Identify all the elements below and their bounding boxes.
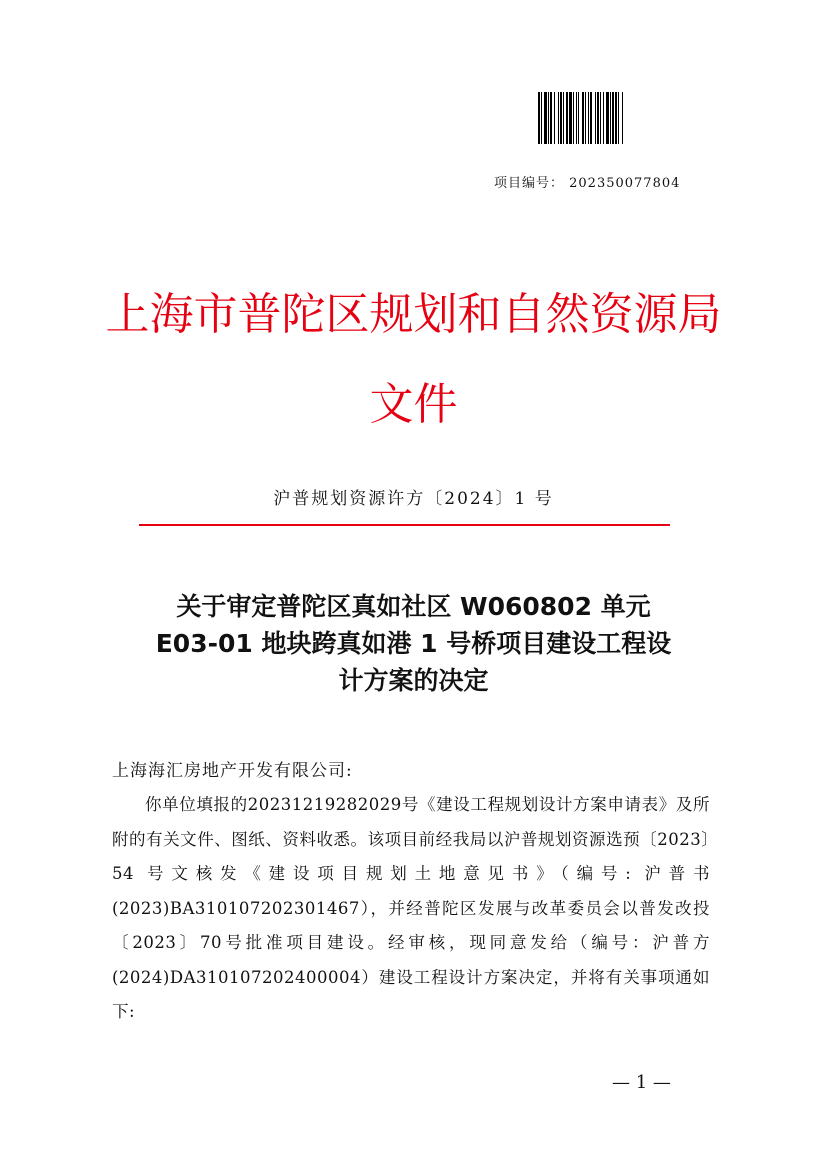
- addressee: 上海海汇房地产开发有限公司:: [112, 761, 353, 781]
- document-title: [100, 588, 727, 699]
- barcode-icon: [538, 92, 672, 144]
- document-title-line-2: E03-01 地块跨真如港 1 号桥项目建设工程设: [155, 629, 672, 658]
- page-number: — 1 —: [612, 1072, 671, 1093]
- red-divider: [139, 524, 670, 526]
- issuer-subtitle: 文件: [369, 379, 458, 430]
- document-title-line-3: 计方案的决定: [338, 666, 489, 695]
- document-number: 沪普规划资源许方〔2024〕1 号: [273, 489, 554, 509]
- issuer-title: 上海市普陀区规划和自然资源局: [105, 289, 722, 340]
- project-number: 项目编号： 202350077804: [494, 176, 681, 191]
- document-title-line-1: 关于审定普陀区真如社区 W060802 单元: [176, 592, 651, 621]
- body-paragraph: 你单位填报的20231219282029号《建设工程规划设计方案申请表》及所附的有关文件、图纸、资料收悉。该项目前经我局以沪普规划资源选预〔2023〕54 号文核发《建设项目规划土地意见书》（编号: 沪普书(2023)BA310107202301467），并经普陀区发展与改革委员会以普发改投〔2023〕70号批准项目建设。经审核，现同意发给（编号：沪普方(2024)DA310107202400004）建设工程设计方案决定，并将有关事项通如下:: [112, 795, 710, 1021]
